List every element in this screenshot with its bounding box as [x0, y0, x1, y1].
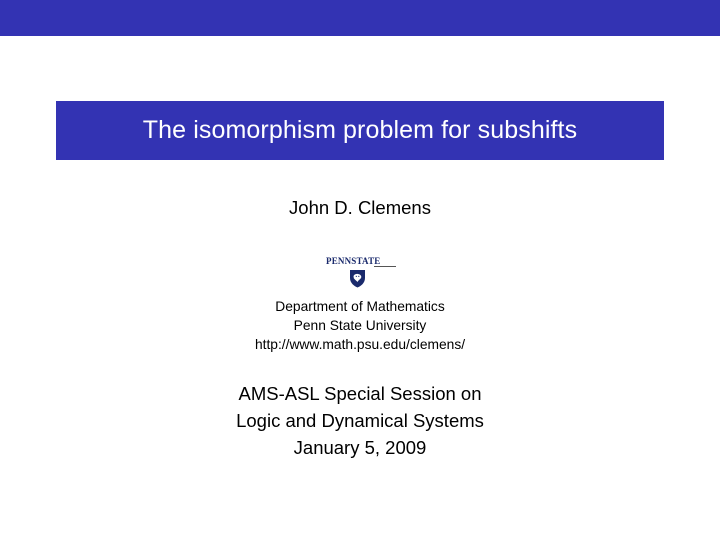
presentation-title: The isomorphism problem for subshifts: [142, 116, 578, 144]
title-box: [56, 101, 664, 160]
university: Penn State University: [293, 318, 427, 333]
event-topic: Logic and Dynamical Systems: [236, 410, 484, 431]
logo-wordmark: PENNSTATE: [326, 256, 381, 266]
author-name: John D. Clemens: [289, 197, 431, 218]
homepage-url: http://www.math.psu.edu/clemens/: [254, 337, 466, 352]
affiliation-block: [0, 297, 720, 354]
event-date: January 5, 2009: [293, 437, 427, 458]
university-logo: [322, 255, 398, 289]
event-session: AMS-ASL Special Session on: [238, 383, 482, 404]
department: Department of Mathematics: [275, 299, 445, 314]
logo-rule: [374, 266, 396, 267]
nittany-lion-shield-icon: [349, 269, 366, 288]
top-bar: [0, 0, 720, 36]
event-block: [0, 380, 720, 461]
